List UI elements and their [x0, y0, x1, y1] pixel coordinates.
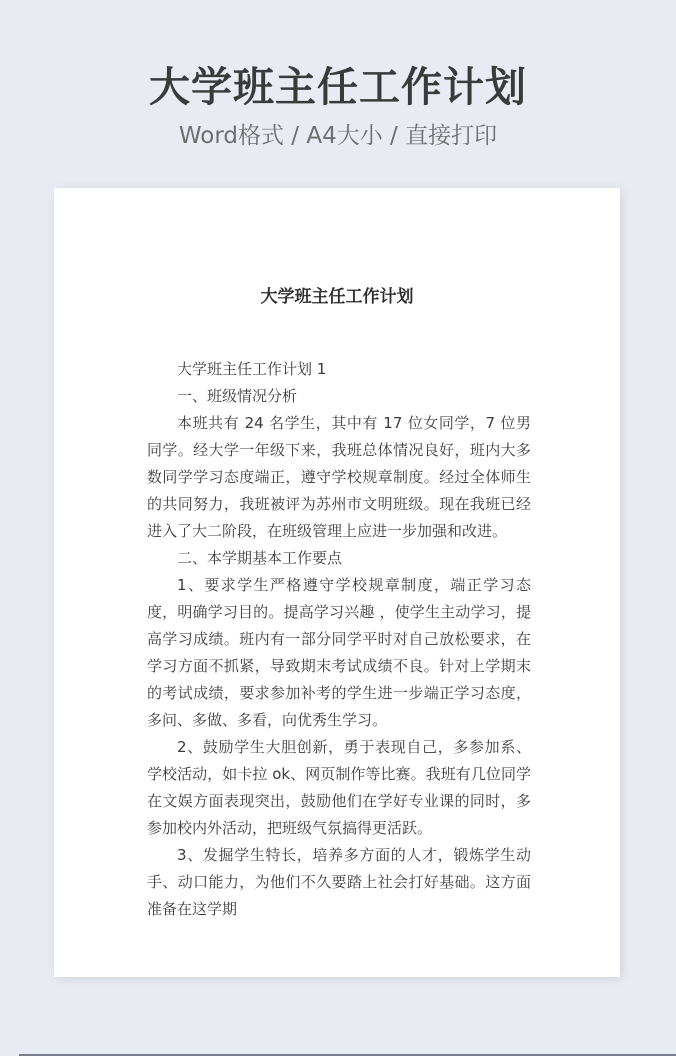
document-page-preview	[54, 188, 620, 977]
document-body	[147, 356, 531, 923]
document-title: 大学班主任工作计划	[260, 287, 414, 307]
site-header	[0, 0, 676, 178]
document-paragraph: 3、发掘学生特长，培养多方面的人才，锻炼学生动手、动口能力，为他们不久要踏上社会打好基础。这方面准备在这学期	[147, 846, 531, 918]
document-paragraph: 二、本学期基本工作要点	[177, 549, 343, 567]
document-paragraph: 大学班主任工作计划 1	[177, 360, 327, 378]
site-title: 大学班主任工作计划	[149, 63, 527, 111]
document-paragraph: 本班共有 24 名学生，其中有 17 位女同学，7 位男同学。经大学一年级下来，我班总体情况良好，班内大多数同学学习态度端正，遵守学校规章制度。经过全体师生的共同努力，我班被评为苏州市文明班级。现在我班已经进入了大二阶段，在班级管理上应进一步加强和改进。	[147, 414, 531, 540]
document-paragraph: 1、要求学生严格遵守学校规章制度，端正学习态度，明确学习目的。提高学习兴趣 ，使学生主动学习，提高学习成绩。班内有一部分同学平时对自己放松要求，在学习方面不抓紧，导致期末考试成绩不良。针对上学期末的考试成绩，要求参加补考的学生进一步端正学习态度，多问、多做、多看，向优秀生学习。	[147, 576, 531, 729]
document-paragraph: 一、班级情况分析	[177, 387, 298, 405]
document-paragraph: 2、鼓励学生大胆创新，勇于表现自己，多参加系、学校活动，如卡拉 ok、网页制作等比赛。我班有几位同学在文娱方面表现突出，鼓励他们在学好专业课的同时，多参加校内外活动，把班级气氛搞得更活跃。	[147, 738, 531, 837]
site-subtitle: Word格式 / A4大小 / 直接打印	[178, 123, 498, 149]
